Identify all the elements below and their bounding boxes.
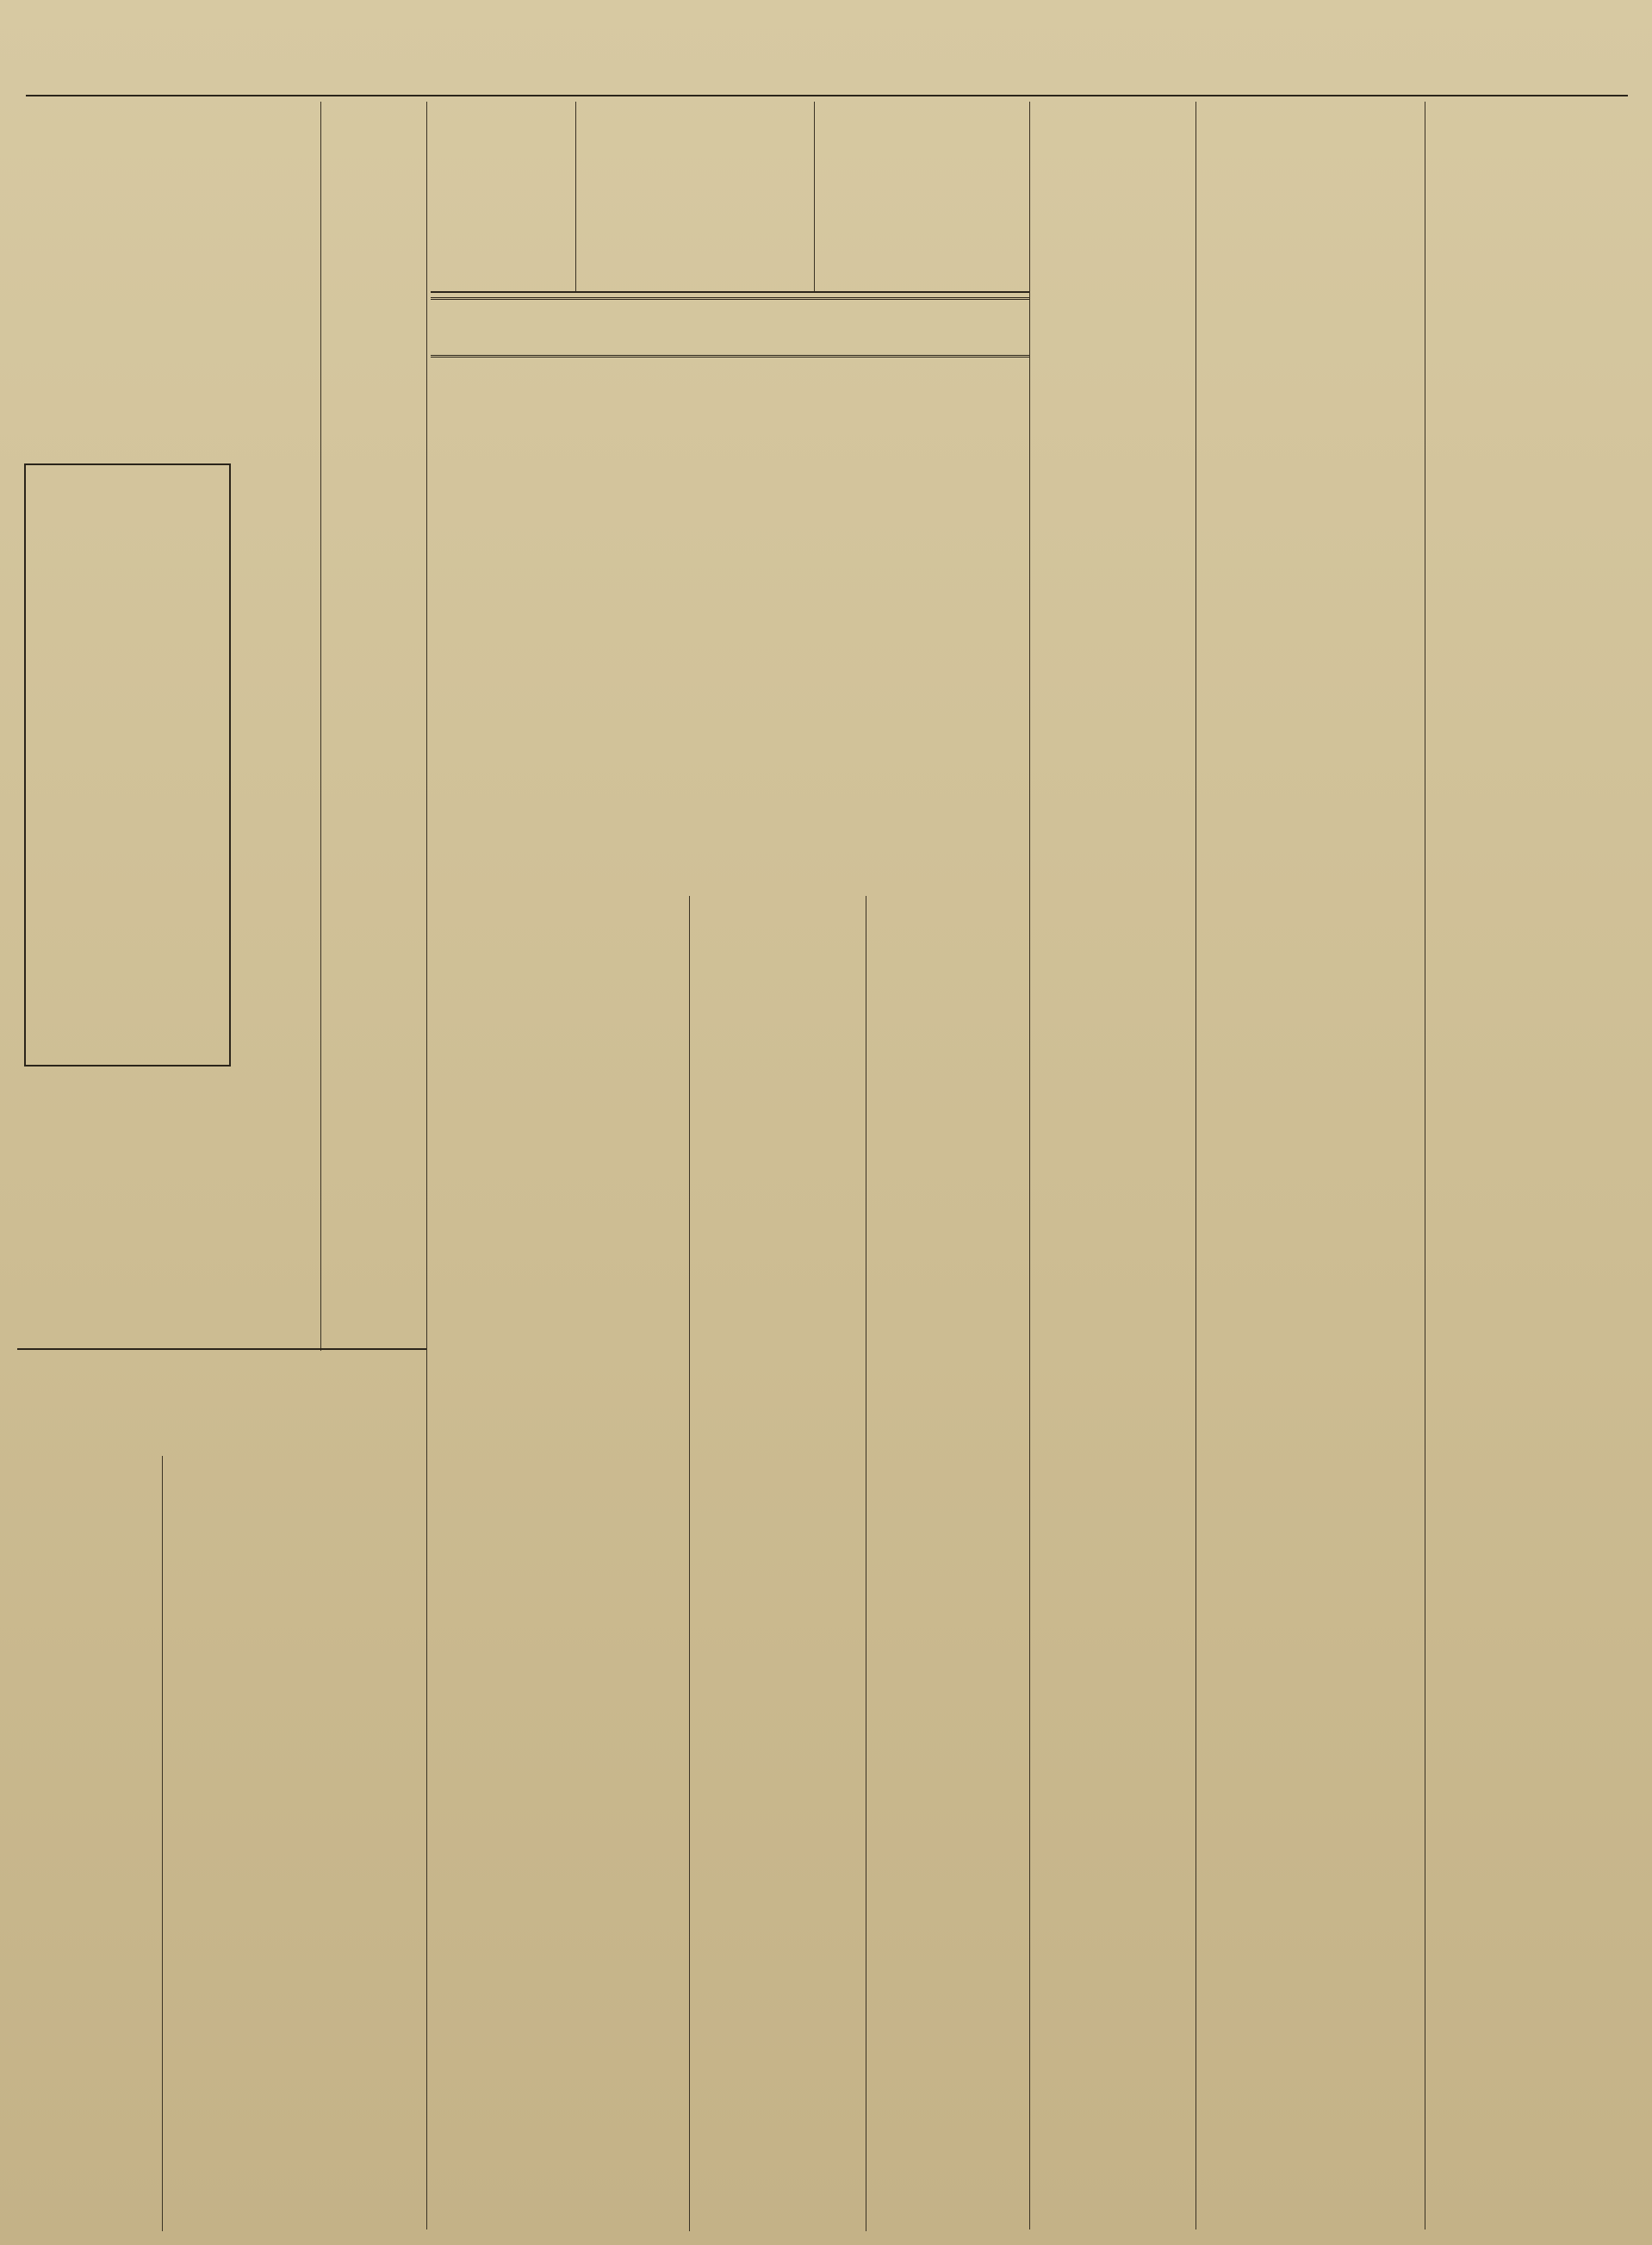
masthead [26, 52, 1628, 96]
column-rule [1029, 102, 1030, 2229]
article-storia [1199, 102, 1421, 2229]
article-ciclismo [870, 1973, 1025, 2059]
column-rule [426, 102, 427, 2229]
column-rule [575, 102, 576, 291]
article-roma [24, 102, 320, 1342]
article-organismi [579, 102, 811, 289]
article-olimpiade-col3 [693, 543, 862, 896]
article-author [694, 1413, 863, 1439]
sport-section-header [431, 297, 1029, 358]
article-olimpiade-col1 [431, 543, 599, 896]
article-premio-emilia [1034, 612, 1193, 724]
column-rule [814, 102, 815, 291]
column-rule [689, 896, 690, 2231]
article-olimpiade [431, 362, 1029, 534]
column-rule [320, 102, 321, 1351]
article-scherma [693, 2063, 862, 2218]
article-neve [1034, 1447, 1193, 1620]
section-rule [17, 1348, 426, 1350]
article-calcio [693, 1753, 862, 1925]
article-olimpiade-sub [431, 948, 686, 1017]
boxed-commentary [24, 463, 231, 1067]
article-olimpiade-gare [870, 1447, 1025, 1516]
article-muscletone [1034, 1327, 1193, 1430]
column-rule [162, 1456, 163, 2231]
article-donne-spacer [431, 913, 686, 939]
article-ferrovie [1429, 102, 1644, 1196]
